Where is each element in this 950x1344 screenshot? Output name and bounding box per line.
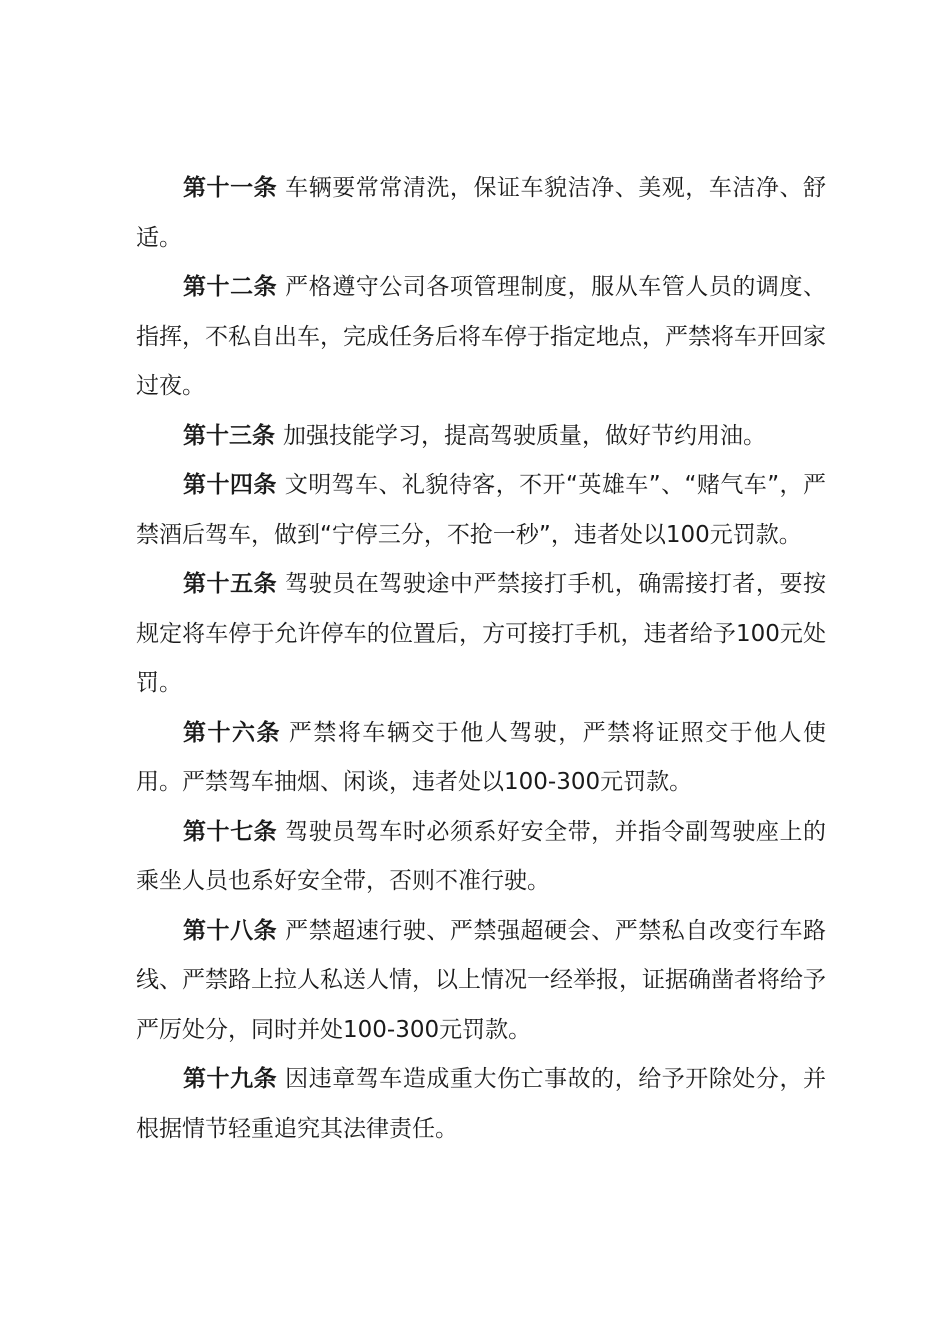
article-15 bbox=[136, 560, 826, 709]
article-text: 加强技能学习，提高驾驶质量，做好节约用油。 bbox=[283, 422, 766, 449]
article-13 bbox=[136, 412, 826, 462]
article-number: 第十九条 bbox=[183, 1066, 278, 1092]
article-number: 第十五条 bbox=[183, 571, 278, 597]
article-text: 因违章驾车造成重大伤亡事故的，给予开除处分，并根据情节轻重追究其法律责任。 bbox=[136, 1066, 827, 1142]
article-number: 第十三条 bbox=[183, 422, 275, 449]
article-text: 驾驶员在驾驶途中严禁接打手机，确需接打者，要按规定将车停于允许停车的位置后，方可接打手机，违者给予100元处罚。 bbox=[136, 571, 827, 696]
article-19 bbox=[136, 1055, 826, 1154]
article-number: 第十八条 bbox=[183, 917, 278, 944]
article-17 bbox=[136, 808, 826, 907]
article-14 bbox=[136, 461, 826, 560]
article-text: 车辆要常常清洗，保证车貌洁净、美观，车洁净、舒适。 bbox=[136, 175, 827, 251]
article-text: 严禁超速行驶、严禁强超硬会、严禁私自改变行车路线、严禁路上拉人私送人情，以上情况一经举报，证据确凿者将给予严厉处分，同时并处100-300元罚款。 bbox=[136, 917, 827, 1043]
article-number: 第十七条 bbox=[183, 818, 278, 845]
article-text: 严格遵守公司各项管理制度，服从车管人员的调度、指挥，不私自出车，完成任务后将车停于指定地点，严禁将车开回家过夜。 bbox=[136, 274, 827, 399]
article-18 bbox=[136, 907, 826, 1056]
article-number: 第十四条 bbox=[183, 472, 277, 498]
article-11 bbox=[136, 164, 826, 263]
article-number: 第十一条 bbox=[183, 175, 278, 201]
article-12 bbox=[136, 263, 826, 412]
article-number: 第十六条 bbox=[183, 719, 281, 746]
article-list bbox=[136, 164, 826, 1154]
article-16 bbox=[136, 709, 826, 808]
article-number: 第十二条 bbox=[183, 274, 278, 300]
article-text: 驾驶员驾车时必须系好安全带，并指令副驾驶座上的乘坐人员也系好安全带，否则不准行驶。 bbox=[136, 818, 827, 894]
article-text: 文明驾车、礼貌待客，不开“英雄车”、“赌气车”，严禁酒后驾车，做到“宁停三分，不抢一秒”，违者处以100元罚款。 bbox=[136, 472, 826, 548]
article-text: 严禁将车辆交于他人驾驶，严禁将证照交于他人使用。严禁驾车抽烟、闲谈，违者处以100-300元罚款。 bbox=[136, 719, 827, 795]
